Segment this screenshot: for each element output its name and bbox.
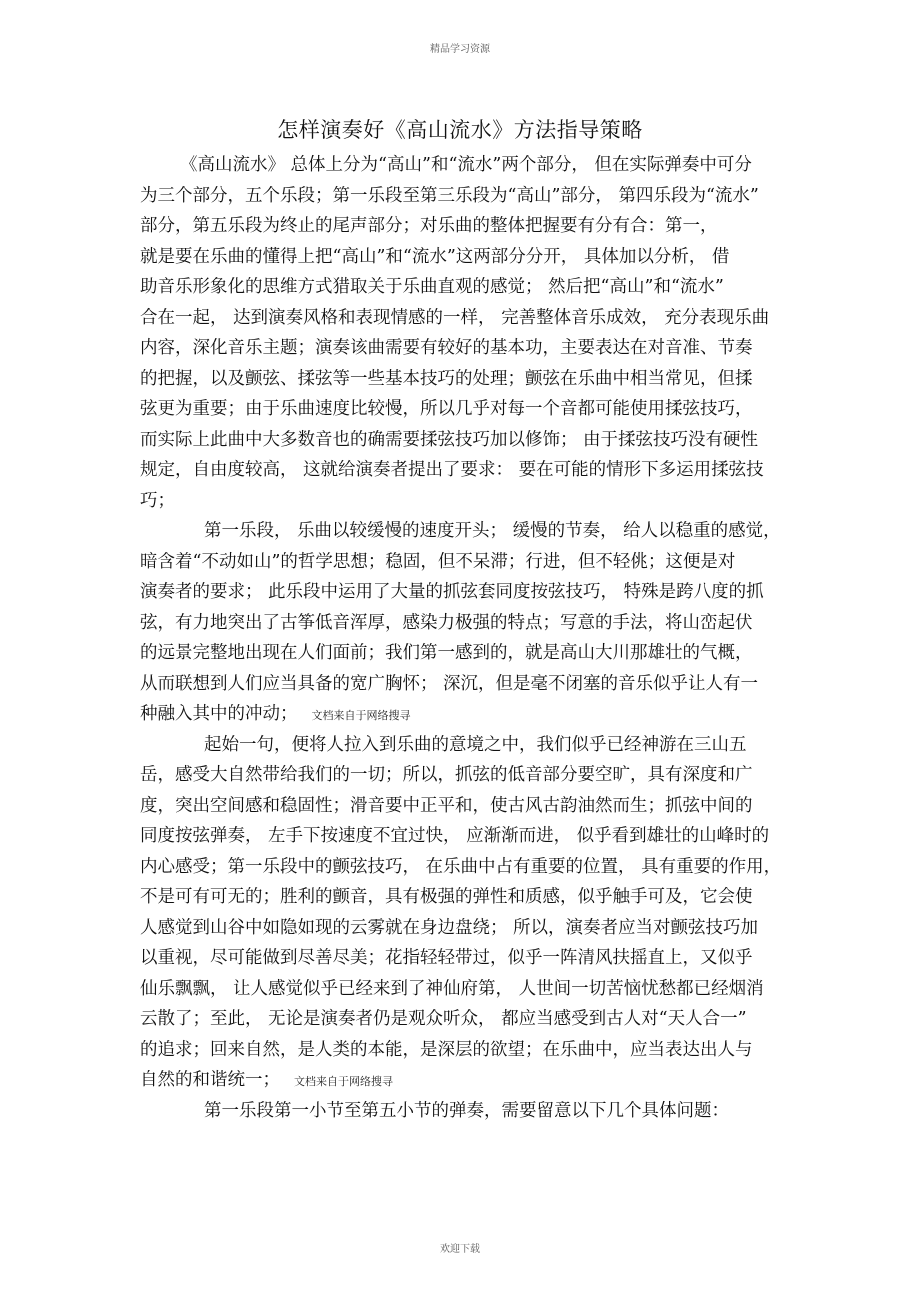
text-line	[140, 913, 790, 944]
line-text: 的远景完整地出现在人们面前；我们第一感到的，就是高山大川那雄壮的气概，	[140, 643, 753, 663]
text-line	[140, 1096, 790, 1127]
source-note: 文档来自于网络搜寻	[294, 1075, 393, 1088]
text-line	[140, 608, 790, 639]
text-line	[140, 730, 790, 761]
line-text: 种融入其中的冲动；	[140, 704, 298, 724]
line-text: 内容，深化音乐主题；演奏该曲需要有较好的基本功，主要表达在对音准、节奏	[140, 338, 753, 358]
line-text: 不是可有可无的；胜利的颤音，具有极强的弹性和质感，似乎触手可及，它会使	[140, 887, 753, 907]
line-text: 演奏者的要求； 此乐段中运用了大量的抓弦套同度按弦技巧， 特殊是跨八度的抓	[140, 582, 764, 602]
line-text: 仙乐飘飘， 让人感觉似乎已经来到了神仙府第， 人世间一切苦恼忧愁都已经烟消	[140, 978, 764, 999]
text-line	[140, 699, 790, 730]
line-text: 度，突出空间感和稳固性；滑音要中正平和，使古风古韵油然而生；抓弦中间的	[140, 795, 753, 816]
line-text: 第一乐段， 乐曲以较缓慢的速度开头； 缓慢的节奏， 给人以稳重的感觉，	[204, 521, 781, 541]
text-line	[140, 547, 790, 578]
text-line	[140, 852, 790, 883]
line-text: 《高山流水》 总体上分为“高山”和“流水”两个部分， 但在实际弹奏中可分	[180, 155, 752, 175]
line-text: 暗含着“不动如山”的哲学思想；稳固，但不呆滞；行进，但不轻佻；这便是对	[140, 551, 736, 572]
line-text: 的追求；回来自然，是人类的本能，是深层的欲望；在乐曲中，应当表达出人与	[140, 1039, 753, 1060]
text-line	[140, 791, 790, 822]
document-title: 怎样演奏好《高山流水》方法指导策略	[277, 118, 643, 142]
text-line	[140, 821, 790, 852]
page-header: 精品学习资源	[430, 44, 490, 55]
line-text: 云散了；至此， 无论是演奏者仍是观众听众， 都应当感受到古人对“天人合一”	[140, 1009, 747, 1029]
line-text: 从而联想到人们应当具备的宽广胸怀； 深沉，但是毫不闭塞的音乐似乎让人有一	[140, 673, 759, 694]
line-text: 为三个部分，五个乐段；第一乐段至第三乐段为“高山”部分， 第四乐段为“流水”	[140, 185, 759, 206]
text-line	[140, 242, 790, 273]
line-text: 的把握，以及颤弦、揉弦等一些基本技巧的处理；颤弦在乐曲中相当常见，但揉	[140, 368, 753, 389]
text-line	[140, 1065, 790, 1096]
line-text: 就是要在乐曲的懂得上把“高山”和“流水”这两部分分开， 具体加以分析， 借	[140, 246, 730, 267]
text-line	[140, 669, 790, 700]
text-line	[140, 882, 790, 913]
text-line	[140, 516, 790, 547]
line-text: 助音乐形象化的思维方式猎取关于乐曲直观的感觉； 然后把“高山”和“流水”	[140, 277, 724, 297]
line-text: 合在一起， 达到演奏风格和表现情感的一样， 完善整体音乐成效， 充分表现乐曲	[140, 307, 770, 328]
line-text: 规定，自由度较高， 这就给演奏者提出了要求： 要在可能的情形下多运用揉弦技	[140, 460, 764, 480]
text-line	[140, 272, 790, 303]
text-line	[140, 974, 790, 1005]
text-line	[140, 181, 790, 212]
line-text: 自然的和谐统一；	[140, 1070, 280, 1090]
line-text: 人感觉到山谷中如隐如现的云雾就在身边盘绕； 所以，演奏者应当对颤弦技巧加	[140, 917, 759, 938]
text-line	[140, 150, 790, 181]
line-text: 同度按弦弹奏， 左手下按速度不宜过快， 应渐渐而进， 似乎看到雄壮的山峰时的	[140, 826, 770, 846]
text-line	[140, 364, 790, 395]
text-line	[140, 333, 790, 364]
text-line	[140, 394, 790, 425]
text-line	[140, 303, 790, 334]
text-line	[140, 1035, 790, 1066]
text-line	[140, 638, 790, 669]
line-text: 第一乐段第一小节至第五小节的弹奏，需要留意以下几个具体问题：	[204, 1100, 729, 1121]
text-line	[140, 1004, 790, 1035]
document-body	[140, 150, 790, 1126]
line-text: 内心感受；第一乐段中的颤弦技巧， 在乐曲中占有重要的位置， 具有重要的作用，	[140, 856, 782, 877]
line-text: 弦更为重要；由于乐曲速度比较慢，所以几乎对每一个音都可能使用揉弦技巧，	[140, 399, 753, 419]
page-footer: 欢迎下载	[440, 1244, 480, 1255]
text-line	[140, 455, 790, 486]
text-line	[140, 211, 790, 242]
text-line	[140, 425, 790, 456]
line-text: 岳，感受大自然带给我们的一切；所以，抓弦的低音部分要空旷，具有深度和广	[140, 765, 753, 785]
text-line	[140, 760, 790, 791]
text-line	[140, 486, 790, 517]
text-line	[140, 577, 790, 608]
line-text: 而实际上此曲中大多数音也的确需要揉弦技巧加以修饰； 由于揉弦技巧没有硬性	[140, 429, 759, 450]
line-text: 以重视，尽可能做到尽善尽美；花指轻轻带过，似乎一阵清风扶摇直上，又似乎	[140, 948, 753, 968]
line-text: 巧；	[140, 490, 175, 511]
text-line	[140, 943, 790, 974]
line-text: 部分，第五乐段为终止的尾声部分；对乐曲的整体把握要有分有合：第一，	[140, 216, 718, 236]
source-note: 文档来自于网络搜寻	[311, 709, 411, 722]
line-text: 弦，有力地突出了古筝低音浑厚，感染力极强的特点；写意的手法，将山峦起伏	[140, 612, 753, 633]
line-text: 起始一句，便将人拉入到乐曲的意境之中，我们似乎已经神游在三山五	[204, 734, 747, 755]
